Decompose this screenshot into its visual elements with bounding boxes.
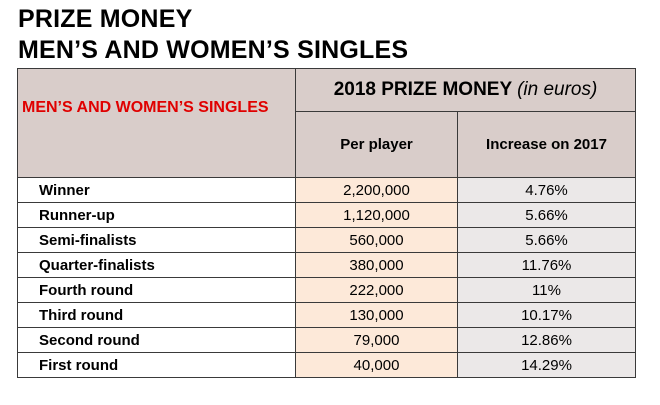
per-player-cell: 1,120,000 — [296, 203, 458, 228]
per-player-cell: 560,000 — [296, 228, 458, 253]
increase-cell: 5.66% — [458, 228, 636, 253]
per-player-cell: 222,000 — [296, 278, 458, 303]
group-header — [296, 69, 636, 112]
page-title — [18, 4, 408, 66]
round-cell: Fourth round — [18, 278, 296, 303]
round-cell: Third round — [18, 303, 296, 328]
title-line-2: MEN’S AND WOMEN’S SINGLES — [18, 36, 409, 64]
table-row — [18, 253, 636, 278]
increase-cell: 14.29% — [458, 353, 636, 378]
table-row — [18, 228, 636, 253]
row-header-cell — [18, 69, 296, 178]
per-player-cell: 2,200,000 — [296, 178, 458, 203]
table-row — [18, 278, 636, 303]
table-row — [18, 328, 636, 353]
increase-cell: 11.76% — [458, 253, 636, 278]
per-player-cell: 79,000 — [296, 328, 458, 353]
table-body — [18, 178, 636, 378]
increase-cell: 5.66% — [458, 203, 636, 228]
round-cell: First round — [18, 353, 296, 378]
group-header-label: 2018 PRIZE MONEY — [333, 79, 512, 100]
prize-money-table — [17, 68, 636, 378]
group-header-unit: (in euros) — [517, 79, 598, 100]
per-player-cell: 380,000 — [296, 253, 458, 278]
increase-cell: 12.86% — [458, 328, 636, 353]
per-player-cell: 40,000 — [296, 353, 458, 378]
round-cell: Runner-up — [18, 203, 296, 228]
title-line-1: PRIZE MONEY — [18, 5, 193, 33]
table-row — [18, 178, 636, 203]
per-player-cell: 130,000 — [296, 303, 458, 328]
round-cell: Quarter-finalists — [18, 253, 296, 278]
table-row — [18, 303, 636, 328]
round-cell: Winner — [18, 178, 296, 203]
increase-cell: 10.17% — [458, 303, 636, 328]
round-cell: Semi-finalists — [18, 228, 296, 253]
column-header-increase: Increase on 2017 — [458, 112, 636, 178]
increase-cell: 4.76% — [458, 178, 636, 203]
table-row — [18, 353, 636, 378]
table-row — [18, 203, 636, 228]
column-header-per-player: Per player — [296, 112, 458, 178]
row-header-label: MEN’S AND WOMEN’S SINGLES — [22, 99, 269, 116]
increase-cell: 11% — [458, 278, 636, 303]
round-cell: Second round — [18, 328, 296, 353]
